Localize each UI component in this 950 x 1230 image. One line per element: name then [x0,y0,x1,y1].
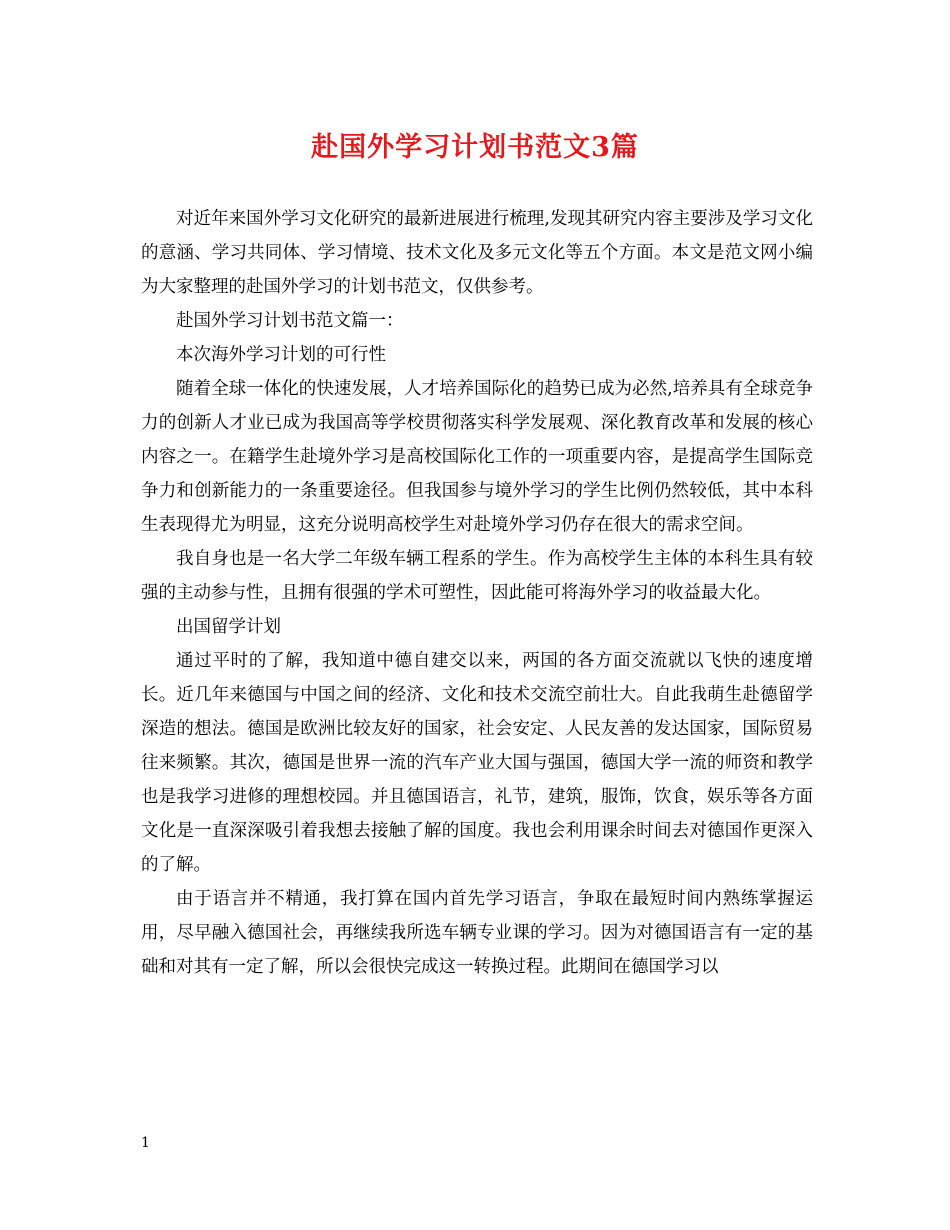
paragraph-language-plan: 由于语言并不精通，我打算在国内首先学习语言，争取在最短时间内熟练掌握运用，尽早融入德国社会，再继续我所选车辆专业课的学习。因为对德国语言有一定的基础和对其有一定了解，所以会很快完成这一转换过程。此期间在德国学习以 [141,889,813,977]
paragraph-self-introduction: 我自身也是一名大学二年级车辆工程系的学生。作为高校学生主体的本科生具有较强的主动参与性，且拥有很强的学术可塑性，因此能可将海外学习的收益最大化。 [141,549,813,603]
paragraph-globalization: 随着全球一体化的快速发展，人才培养国际化的趋势已成为必然,培养具有全球竞争力的创新人才业已成为我国高等学校贯彻落实科学发展观、深化教育改革和发展的核心内容之一。在籍学生赴境外学习是高校国际化工作的一项重要内容，是提高学生国际竞争力和创新能力的一条重要途径。但我国参与境外学习的学生比例仍然较低，其中本科生表现得尤为明显，这充分说明高校学生对赴境外学习仍存在很大的需求空间。 [141,379,813,535]
paragraph-section-heading: 赴国外学习计划书范文篇一： [176,311,404,331]
paragraph-subheading-feasibility: 本次海外学习计划的可行性 [176,345,386,365]
paragraph-subheading-study-plan: 出国留学计划 [176,617,281,637]
paragraph-germany: 通过平时的了解，我知道中德自建交以来，两国的各方面交流就以飞快的速度增长。近几年来德国与中国之间的经济、文化和技术交流空前壮大。自此我萌生赴德留学深造的想法。德国是欧洲比较友好的国家，社会安定、人民友善的发达国家，国际贸易往来频繁。其次，德国是世界一流的汽车产业大国与强国，德国大学一流的师资和教学也是我学习进修的理想校园。并且德国语言，礼节，建筑，服饰，饮食，娱乐等各方面文化是一直深深吸引着我想去接触了解的国度。我也会利用课余时间去对德国作更深入的了解。 [141,651,813,875]
document-body [141,202,813,984]
document-title: 赴国外学习计划书范文3篇 [311,132,639,163]
page-number: 1 [141,1135,150,1151]
paragraph-intro: 对近年来国外学习文化研究的最新进展进行梳理,发现其研究内容主要涉及学习文化的意涵、学习共同体、学习情境、技术文化及多元文化等五个方面。本文是范文网小编为大家整理的赴国外学习的计划书范文，仅供参考。 [141,209,813,297]
